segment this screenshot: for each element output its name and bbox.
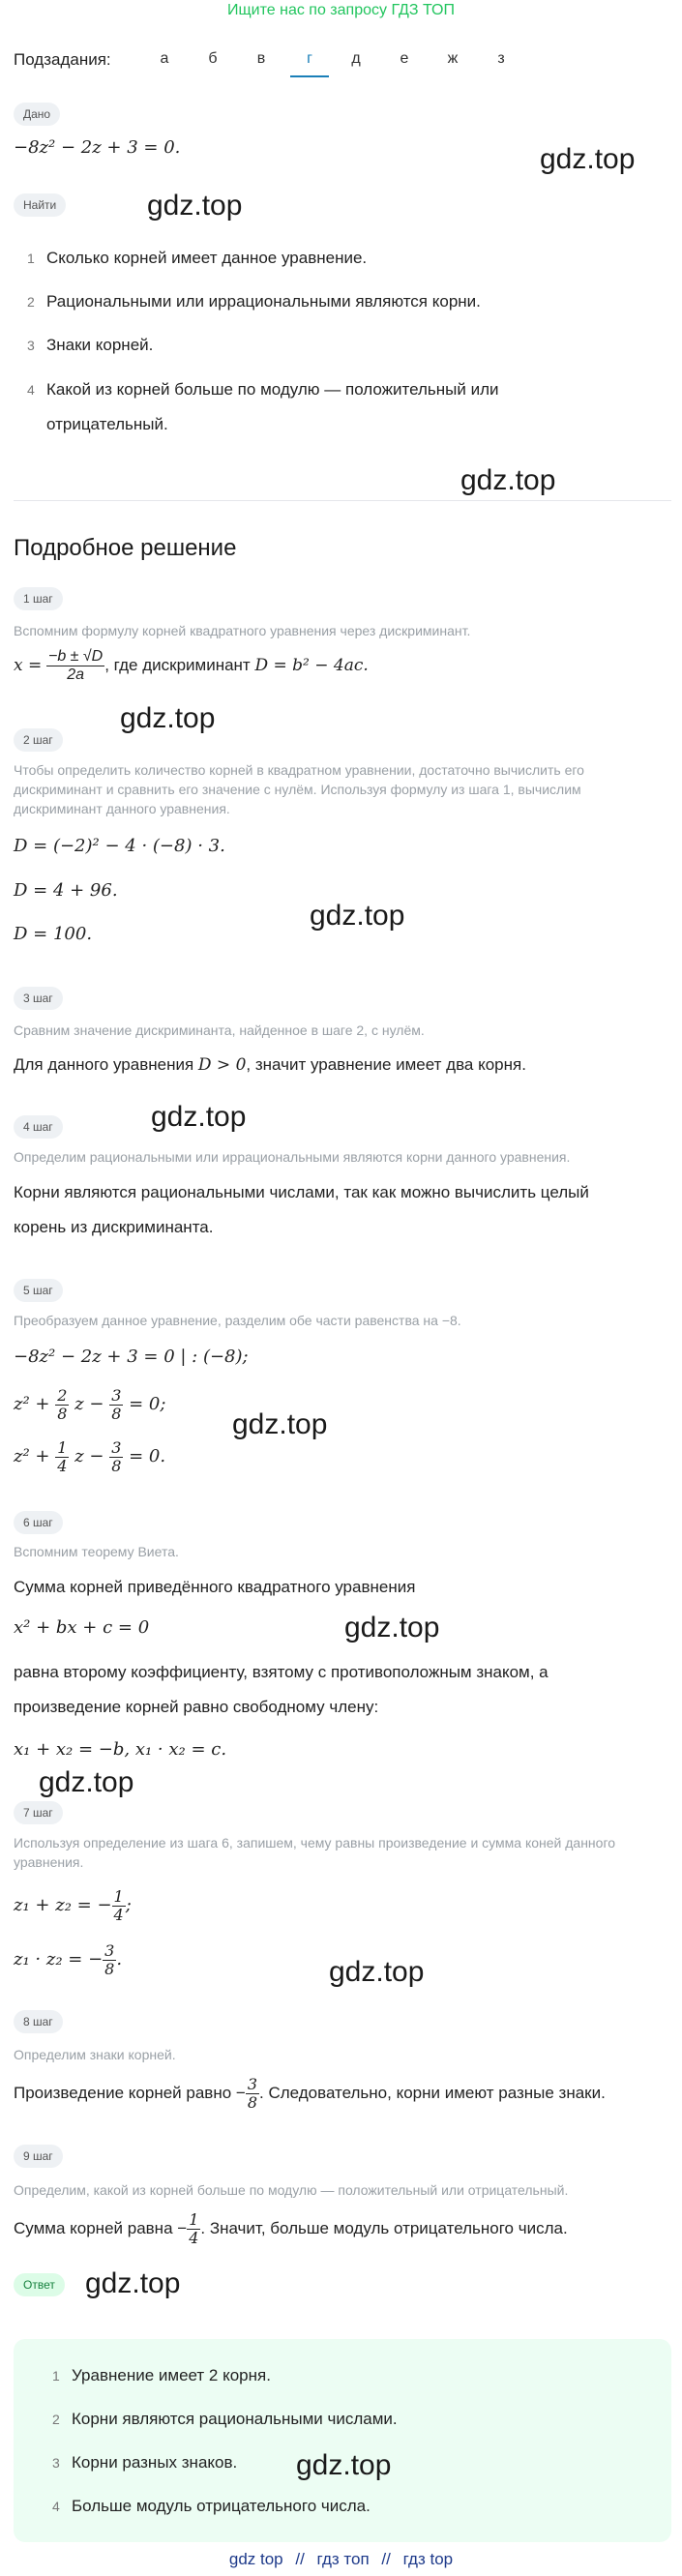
- watermark: gdz.top: [39, 1766, 134, 1798]
- step-math: D = 4 + 96.: [14, 880, 118, 901]
- tab-b[interactable]: б: [208, 50, 218, 67]
- tab-zh[interactable]: ж: [447, 50, 459, 67]
- step-label: 6 шаг: [14, 1511, 63, 1534]
- watermark: gdz.top: [147, 190, 243, 222]
- tab-e[interactable]: е: [400, 50, 409, 67]
- find-item: 4 Какой из корней больше по модулю — положительный или: [27, 380, 499, 399]
- answer-item: 4 Больше модуль отрицательного числа.: [52, 2497, 371, 2515]
- step-label: 7 шаг: [14, 1801, 63, 1824]
- footer-separator: //: [295, 2550, 305, 2568]
- step-math: −8z² − 2z + 3 = 0 | : (−8);: [14, 1347, 249, 1367]
- tab-d[interactable]: д: [351, 50, 361, 67]
- tab-g[interactable]: г: [307, 50, 312, 67]
- step-math: D = 100.: [14, 924, 93, 944]
- step-note: Преобразуем данное уравнение, разделим обе части равенства на −8.: [14, 1313, 461, 1328]
- tab-z[interactable]: з: [497, 50, 505, 67]
- find-item: отрицательный.: [46, 415, 168, 433]
- answer-box: [14, 2339, 671, 2542]
- step-text: равна второму коэффициенту, взятому с противоположным знаком, а: [14, 1663, 549, 1681]
- step-math: x² + bx + c = 0: [14, 1617, 150, 1638]
- find-item: 3 Знаки корней.: [27, 336, 154, 354]
- step-label: 1 шаг: [14, 587, 63, 610]
- step-math: D = (−2)² − 4 · (−8) · 3.: [14, 836, 225, 856]
- step-note: Сравним значение дискриминанта, найденное в шаге 2, с нулём.: [14, 1022, 425, 1038]
- step-note: Вспомним теорему Виета.: [14, 1544, 179, 1559]
- section-divider: [14, 500, 671, 501]
- footer-link[interactable]: гдз top: [402, 2550, 454, 2568]
- subtasks-bar: [14, 46, 671, 79]
- tab-v[interactable]: в: [256, 50, 266, 67]
- answer-item: 1 Уравнение имеет 2 корня.: [52, 2366, 271, 2384]
- step-text: Корни являются рациональными числами, так как можно вычислить целый: [14, 1183, 589, 1201]
- find-item: 1 Сколько корней имеет данное уравнение.: [27, 249, 368, 267]
- watermark: gdz.top: [85, 2267, 181, 2299]
- step-math: x₁ + x₂ = −b, x₁ · x₂ = c.: [14, 1739, 227, 1760]
- step-label: 3 шаг: [14, 987, 63, 1010]
- step-label: 2 шаг: [14, 728, 63, 752]
- answer-item: 2 Корни являются рациональными числами.: [52, 2410, 398, 2428]
- watermark: gdz.top: [310, 900, 405, 932]
- tab-a[interactable]: а: [160, 50, 169, 67]
- step-text: Для данного уравнения D > 0, значит уравнение имеет два корня.: [14, 1055, 526, 1075]
- step-math: z₁ + z₂ = − $\frac{1}{4}$ ;: [14, 1886, 132, 1924]
- solution-title: Подробное решение: [14, 535, 237, 561]
- step-math: z₁ · z₂ = − $\frac{3}{8}$ .: [14, 1940, 123, 1978]
- given-equation: −8z² − 2z + 3 = 0.: [14, 137, 181, 158]
- step-note: Используя определение из шага 6, запишем, чему равны произведение и сумма коней данного уравнения.: [14, 1835, 616, 1870]
- step-text: Произведение корней равно − $\frac{3}{8}$ . Следовательно, корни имеют разные знаки.: [14, 2075, 606, 2113]
- active-tab-indicator: [290, 75, 329, 77]
- step-note: Определим рациональными или иррациональными являются корни данного уравнения.: [14, 1149, 571, 1165]
- watermark: gdz.top: [540, 143, 636, 175]
- step-note: Определим, какой из корней больше по модулю — положительный или отрицательный.: [14, 2182, 569, 2198]
- step-label: 5 шаг: [14, 1279, 63, 1302]
- footer-links: [0, 2550, 682, 2569]
- step-math: z² + $\frac{1}{4}$ z − $\frac{3}{8}$ = 0.: [14, 1437, 166, 1475]
- watermark: gdz.top: [344, 1612, 440, 1643]
- watermark: gdz.top: [151, 1101, 247, 1133]
- step-note: Чтобы определить количество корней в квадратном уравнении, достаточно вычислить его дискриминант и сравнить его значение с нулём. Используя формулу из шага 1, вычислим дискриминант данного уравнения.: [14, 762, 584, 816]
- watermark: gdz.top: [120, 702, 216, 734]
- given-label: Дано: [14, 103, 60, 126]
- footer-separator: //: [381, 2550, 391, 2568]
- promo-banner[interactable]: Ищите нас по запросу ГДЗ ТОП: [227, 2, 455, 18]
- step-label: 9 шаг: [14, 2145, 63, 2168]
- step-math: z² + $\frac{2}{8}$ z − $\frac{3}{8}$ = 0;: [14, 1385, 166, 1423]
- step-note: Определим знаки корней.: [14, 2047, 176, 2062]
- step-text: корень из дискриминанта.: [14, 1218, 214, 1236]
- answer-item: 3 Корни разных знаков.: [52, 2453, 238, 2472]
- watermark: gdz.top: [232, 1408, 328, 1440]
- footer-link[interactable]: гдз топ: [316, 2550, 370, 2568]
- watermark: gdz.top: [329, 1956, 425, 1988]
- step-text: Сумма корней приведённого квадратного уравнения: [14, 1578, 416, 1596]
- footer-link[interactable]: gdz top: [228, 2550, 283, 2568]
- step-label: 4 шаг: [14, 1115, 63, 1139]
- watermark: gdz.top: [296, 2449, 392, 2481]
- subtasks-label: Подзадания:: [14, 50, 111, 69]
- step-text: произведение корней равно свободному члену:: [14, 1698, 379, 1716]
- step-formula: x = $\frac{-b \pm √D}{2a}$ , где дискриминант D = b² − 4ac.: [14, 648, 369, 684]
- step-note: Вспомним формулу корней квадратного уравнения через дискриминант.: [14, 623, 471, 638]
- find-label: Найти: [14, 193, 66, 217]
- find-item: 2 Рациональными или иррациональными являются корни.: [27, 292, 481, 311]
- step-label: 8 шаг: [14, 2010, 63, 2033]
- answer-label: Ответ: [14, 2273, 65, 2296]
- step-text: Сумма корней равна − $\frac{1}{4}$ . Значит, больше модуль отрицательного числа.: [14, 2210, 568, 2248]
- watermark: gdz.top: [460, 464, 556, 496]
